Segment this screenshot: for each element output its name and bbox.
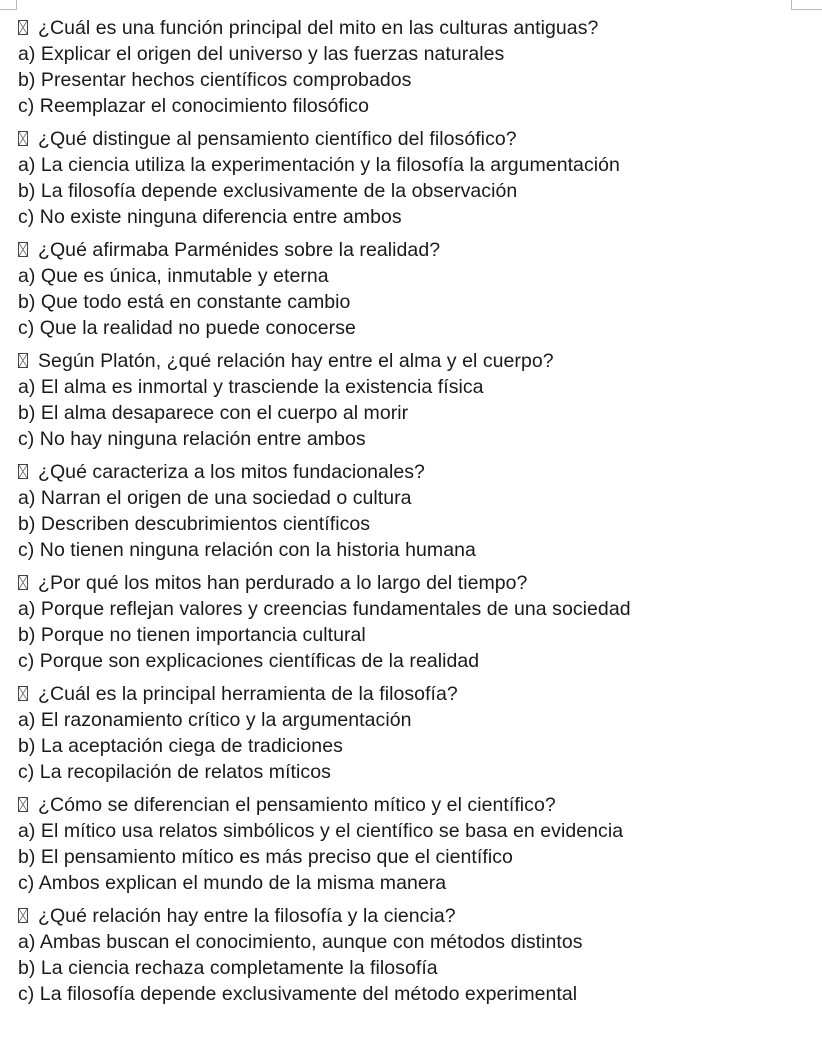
answer-option: c) La filosofía depende exclusivamente del método experimental: [18, 983, 578, 1005]
question-block: [18, 792, 818, 903]
page-corner-mark-right: [791, 0, 822, 10]
question-text: Según Platón, ¿qué relación hay entre el alma y el cuerpo?: [38, 350, 554, 372]
answer-option: b) Que todo está en constante cambio: [18, 291, 351, 313]
question-block: [18, 237, 818, 348]
missing-glyph-icon: [18, 686, 28, 701]
answer-option: a) El mítico usa relatos simbólicos y el científico se basa en evidencia: [18, 820, 624, 842]
question-line: [18, 126, 818, 152]
answer-option: b) La ciencia rechaza completamente la filosofía: [18, 957, 438, 979]
question-line: [18, 459, 818, 485]
missing-glyph-icon: [18, 242, 28, 257]
missing-glyph-icon: [18, 131, 28, 146]
answer-option: c) Que la realidad no puede conocerse: [18, 317, 356, 339]
answer-option: a) Porque reflejan valores y creencias fundamentales de una sociedad: [18, 598, 631, 620]
question-text: ¿Cuál es una función principal del mito en las culturas antiguas?: [38, 17, 599, 39]
question-text: ¿Por qué los mitos han perdurado a lo largo del tiempo?: [38, 572, 528, 594]
missing-glyph-icon: [18, 575, 28, 590]
answer-option: a) Que es única, inmutable y eterna: [18, 265, 329, 287]
answer-option: b) La filosofía depende exclusivamente de la observación: [18, 180, 518, 202]
question-line: [18, 570, 818, 596]
answer-option: b) El alma desaparece con el cuerpo al morir: [18, 402, 409, 424]
question-line: [18, 681, 818, 707]
answer-option: c) Reemplazar el conocimiento filosófico: [18, 95, 369, 117]
missing-glyph-icon: [18, 20, 28, 35]
question-block: [18, 126, 818, 237]
missing-glyph-icon: [18, 908, 28, 923]
missing-glyph-icon: [18, 464, 28, 479]
question-block: [18, 570, 818, 681]
question-block: [18, 681, 818, 792]
question-line: [18, 792, 818, 818]
question-line: [18, 15, 818, 41]
question-text: ¿Qué caracteriza a los mitos fundacionales?: [38, 461, 425, 483]
missing-glyph-icon: [18, 353, 28, 368]
answer-option: a) La ciencia utiliza la experimentación y la filosofía la argumentación: [18, 154, 620, 176]
answer-option: b) La aceptación ciega de tradiciones: [18, 735, 343, 757]
question-block: [18, 459, 818, 570]
answer-option: a) Explicar el origen del universo y las fuerzas naturales: [18, 43, 505, 65]
answer-option: a) El alma es inmortal y trasciende la existencia física: [18, 376, 484, 398]
answer-option: b) Porque no tienen importancia cultural: [18, 624, 366, 646]
answer-option: b) Presentar hechos científicos comprobados: [18, 69, 412, 91]
answer-option: a) El razonamiento crítico y la argumentación: [18, 709, 412, 731]
answer-option: c) No tienen ninguna relación con la historia humana: [18, 539, 476, 561]
answer-option: b) El pensamiento mítico es más preciso que el científico: [18, 846, 513, 868]
question-line: [18, 237, 818, 263]
missing-glyph-icon: [18, 797, 28, 812]
question-text: ¿Qué distingue al pensamiento científico del filosófico?: [38, 128, 517, 150]
answer-option: a) Ambas buscan el conocimiento, aunque con métodos distintos: [18, 931, 583, 953]
answer-option: c) No existe ninguna diferencia entre ambos: [18, 206, 402, 228]
answer-option: c) No hay ninguna relación entre ambos: [18, 428, 366, 450]
answer-option: c) La recopilación de relatos míticos: [18, 761, 331, 783]
question-block: [18, 348, 818, 459]
question-block: [18, 15, 818, 126]
question-list: [18, 15, 818, 1014]
question-text: ¿Qué afirmaba Parménides sobre la realidad?: [38, 239, 441, 261]
question-text: ¿Cuál es la principal herramienta de la filosofía?: [38, 683, 458, 705]
question-line: [18, 348, 818, 374]
answer-option: c) Ambos explican el mundo de la misma manera: [18, 872, 447, 894]
question-text: ¿Cómo se diferencian el pensamiento mítico y el científico?: [38, 794, 556, 816]
answer-option: b) Describen descubrimientos científicos: [18, 513, 371, 535]
question-block: [18, 903, 818, 1014]
page-corner-mark-left: [0, 0, 17, 10]
answer-option: a) Narran el origen de una sociedad o cultura: [18, 487, 412, 509]
question-text: ¿Qué relación hay entre la filosofía y la ciencia?: [38, 905, 456, 927]
answer-option: c) Porque son explicaciones científicas de la realidad: [18, 650, 480, 672]
question-line: [18, 903, 818, 929]
